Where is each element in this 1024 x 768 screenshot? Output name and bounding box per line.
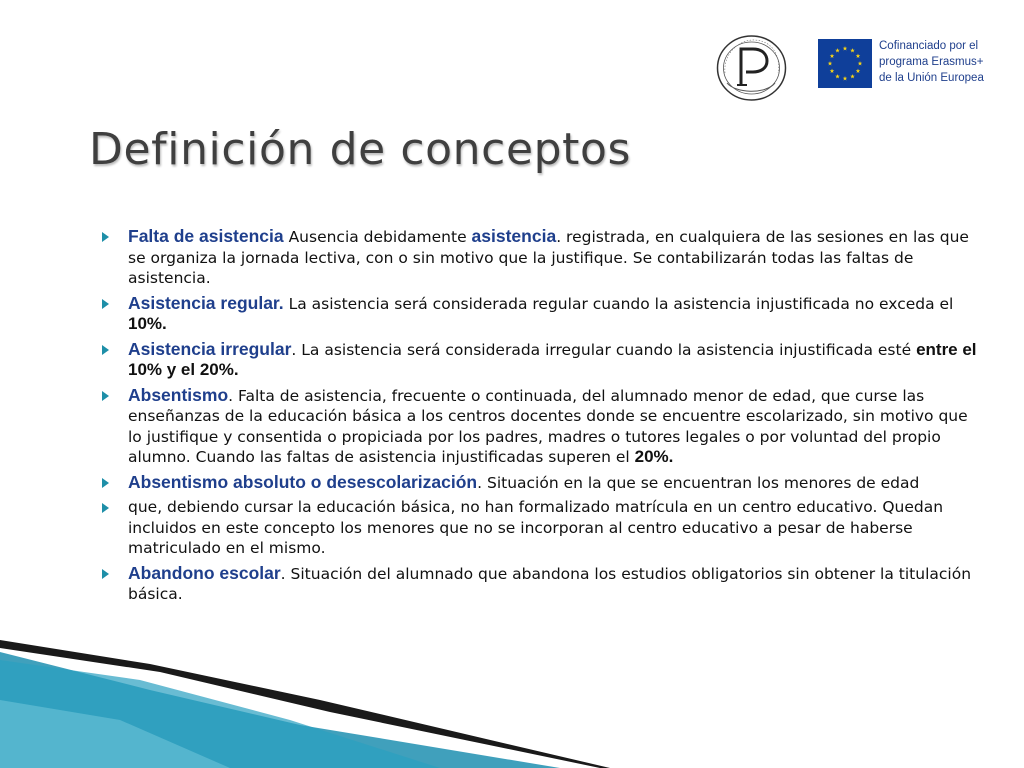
definition-text: . Situación del alumnado que abandona los estudios obligatorios sin obtener la titulación básica.	[128, 564, 972, 603]
term: Asistencia regular.	[128, 292, 284, 313]
term: asistencia	[471, 226, 557, 246]
triangle-bullet-icon	[102, 569, 109, 579]
term: Absentismo absoluto o desescolarización	[128, 471, 478, 492]
term: Absentismo	[128, 384, 229, 405]
school-logo-icon	[715, 33, 788, 103]
definition-text: . registrada, en cualquiera de las sesiones en las que se organiza la jornada lectiva, con o sin motivo que la justifique. Se contabilizarán todas las faltas de asistencia.	[128, 228, 969, 287]
definition-text: . Falta de asistencia, frecuente o continuada, del alumnado menor de edad, que curse las enseñanzas de la educación básica a los centros docentes donde se encuentre escolarizado, sin motivo que lo justifique y consentida o propiciada por los padres, madres o tutores legales o por voluntad del propio alumno. Cuando las faltas de asistencia injustificadas superen el	[128, 386, 968, 466]
definition-text: que, debiendo cursar la educación básica, no han formalizado matrícula en un centro educativo. Quedan incluidos en este concepto los menores que no se incorporan al centro educativo a pesar de haberse matriculado en el mismo.	[128, 498, 944, 557]
eu-flag-icon	[818, 39, 872, 88]
list-item-continuation	[102, 497, 982, 559]
list-item-asistencia-irregular	[102, 339, 982, 381]
term: Asistencia irregular	[128, 338, 292, 359]
triangle-bullet-icon	[102, 299, 109, 309]
triangle-bullet-icon	[102, 478, 109, 488]
list-item-asistencia-regular	[102, 293, 982, 335]
definition-text: . Situación en la que se encuentran los menores de edad	[477, 473, 920, 492]
term: Abandono escolar	[128, 562, 281, 583]
eu-text-line-3: de la Unión Europea	[879, 72, 984, 84]
list-item-absentismo-absoluto	[102, 472, 982, 494]
eu-cofunding-badge	[818, 38, 1008, 90]
emphasis: 20%.	[634, 447, 674, 466]
definition-text: La asistencia será considerada regular cuando la asistencia injustificada no exceda el	[283, 294, 954, 313]
triangle-bullet-icon	[102, 232, 109, 242]
list-item-abandono-escolar	[102, 563, 982, 605]
list-item-absentismo	[102, 385, 982, 468]
eu-text-line-2: programa Erasmus+	[879, 56, 984, 68]
eu-cofunding-text	[879, 38, 1009, 86]
definition-text: Ausencia debidamente	[283, 228, 472, 246]
definitions-list	[102, 226, 982, 609]
emphasis: 10%.	[128, 314, 167, 333]
definition-text: . La asistencia será considerada irregular cuando la asistencia injustificada esté	[291, 340, 917, 359]
term: Falta de asistencia	[128, 226, 284, 246]
triangle-bullet-icon	[102, 503, 109, 513]
emphasis: entre el 10% y el 20%.	[128, 339, 977, 379]
list-item-falta-asistencia	[102, 226, 982, 289]
slide-title: Definición de conceptos	[89, 124, 632, 175]
triangle-bullet-icon	[102, 391, 109, 401]
eu-text-line-1: Cofinanciado por el	[879, 40, 979, 52]
triangle-bullet-icon	[102, 345, 109, 355]
